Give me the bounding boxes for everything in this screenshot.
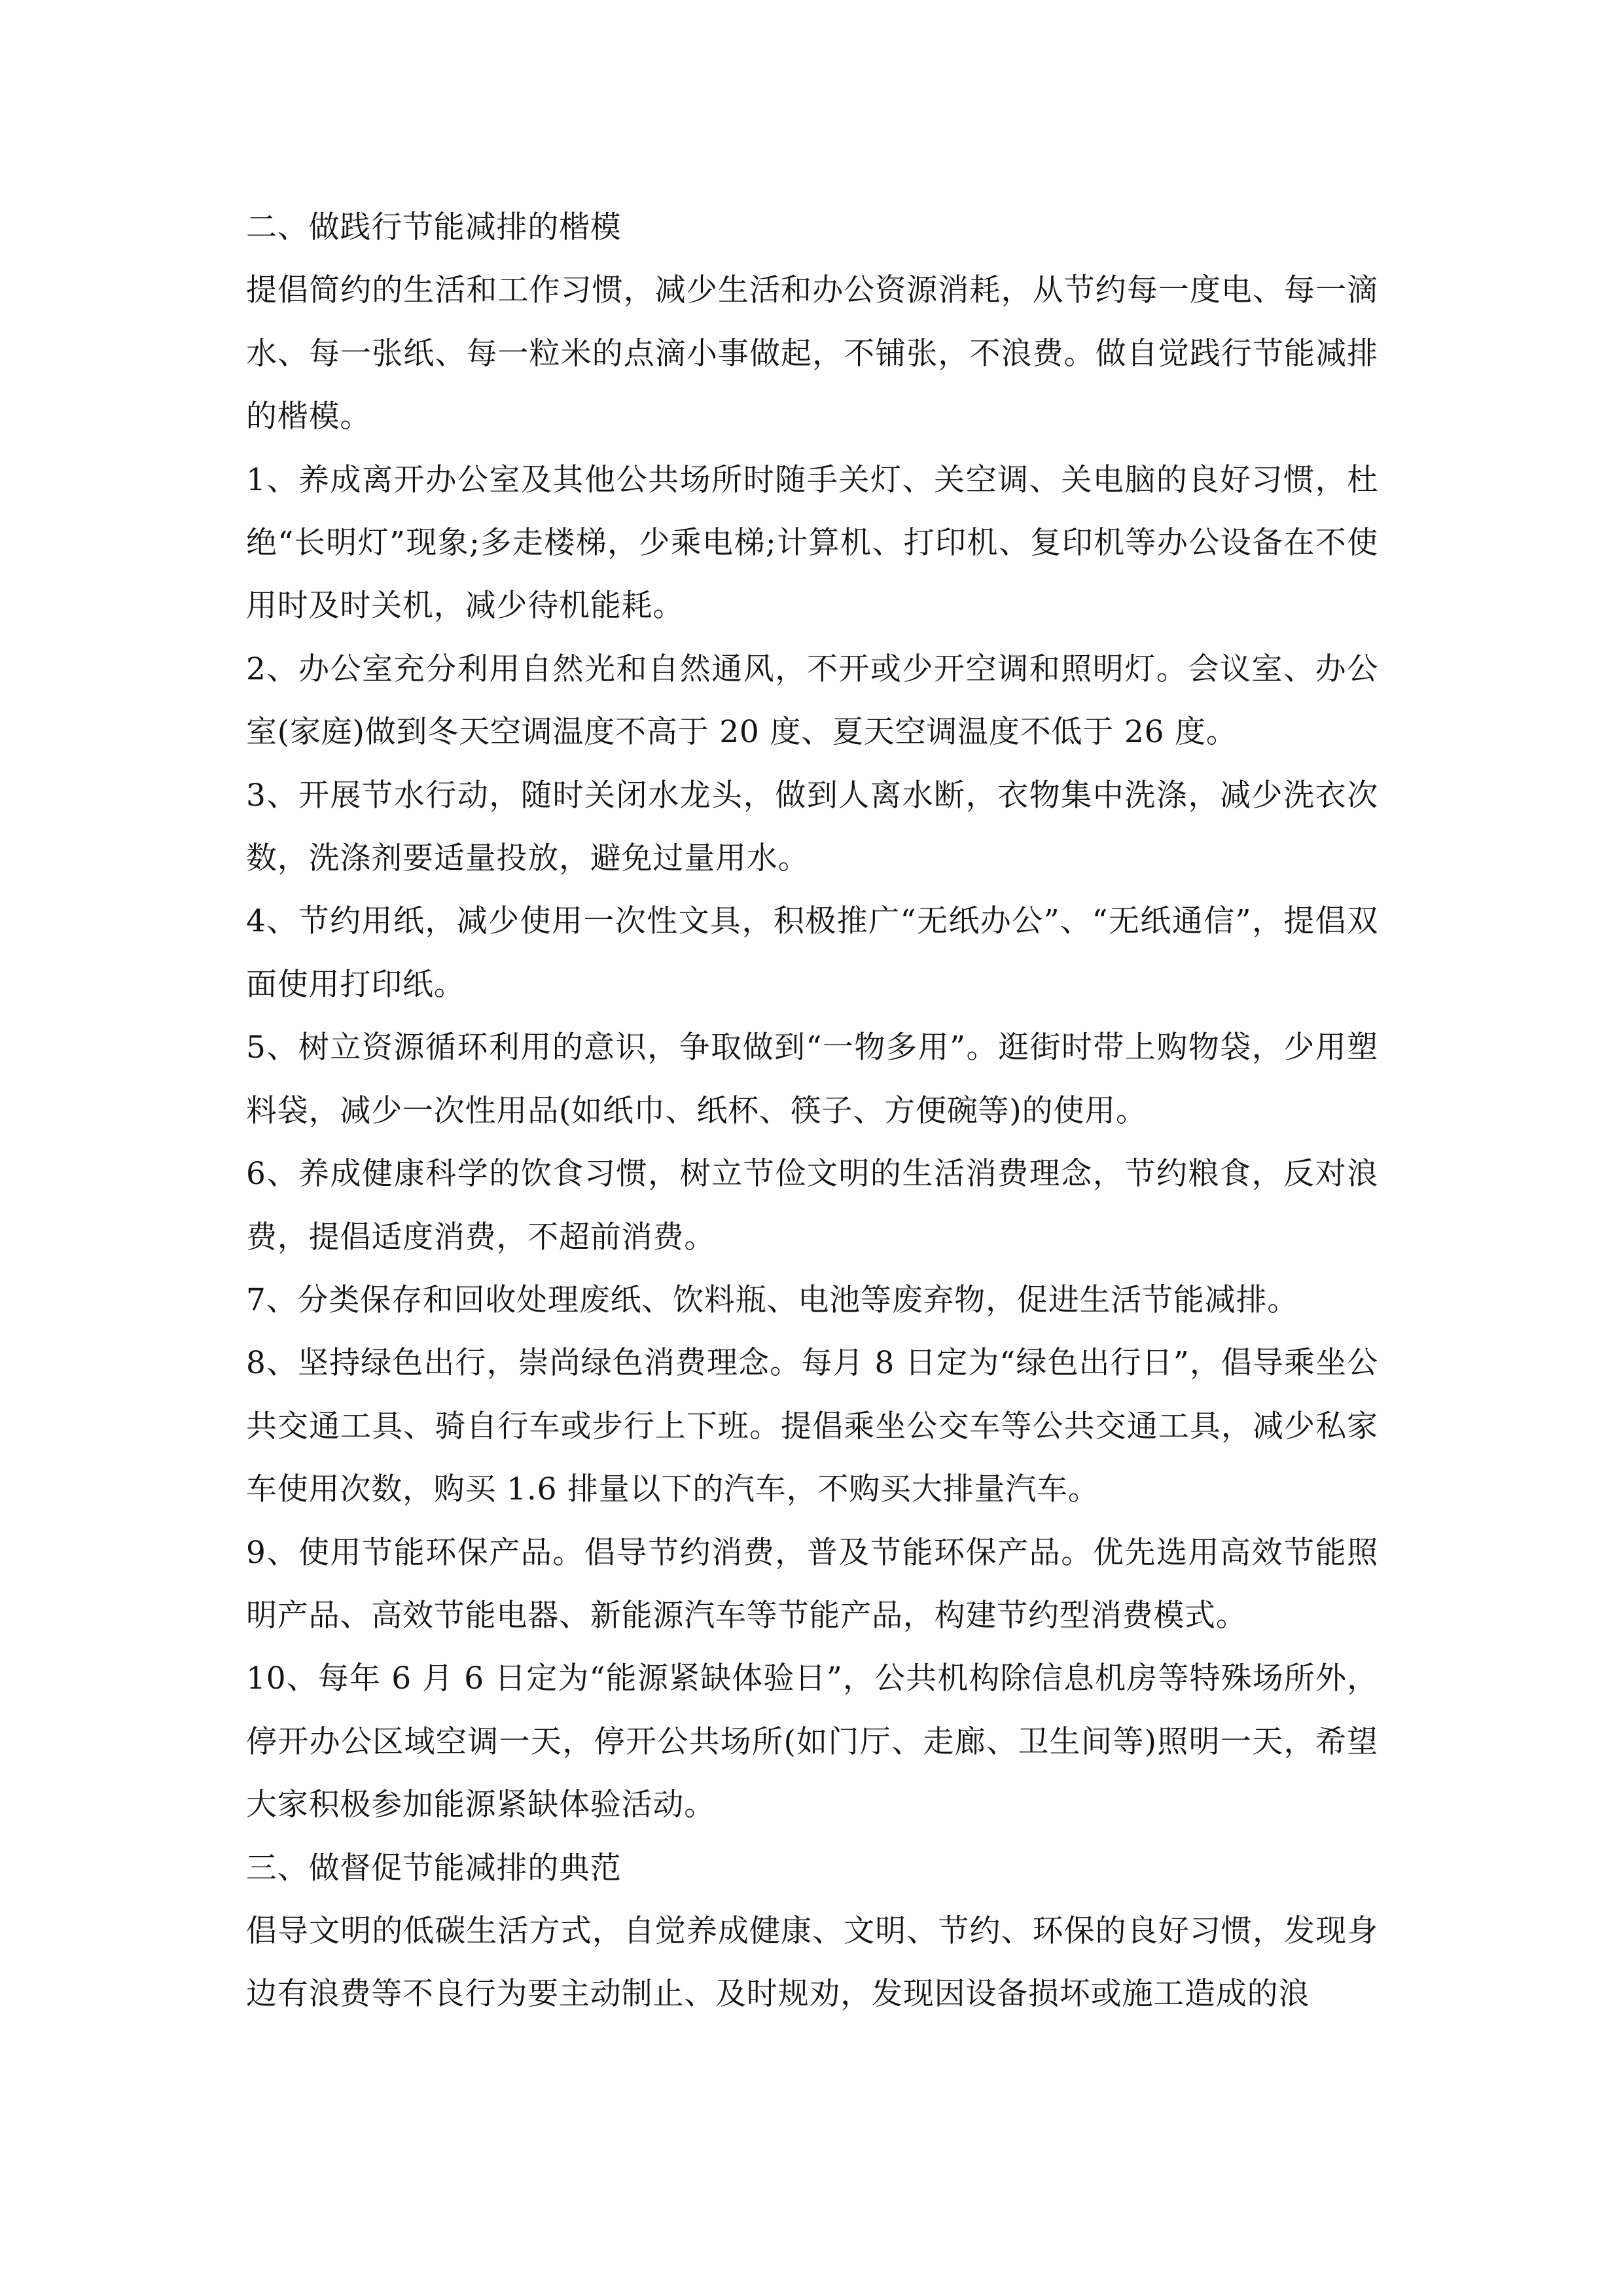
list-item: 9、使用节能环保产品。倡导节约消费，普及节能环保产品。优先选用高效节能照明产品、高效节能电器、新能源汽车等节能产品，构建节约型消费模式。 [246,1534,1378,1634]
section-heading: 二、做践行节能减排的楷模 [246,209,622,245]
section-heading: 三、做督促节能减排的典范 [246,1850,622,1886]
list-item: 5、树立资源循环利用的意识，争取做到“一物多用”。逛街时带上购物袋，少用塑料袋，减少一次性用品(如纸巾、纸杯、筷子、方便碗等)的使用。 [246,1030,1378,1129]
list-item: 4、节约用纸，减少使用一次性文具，积极推广“无纸办公”、“无纸通信”，提倡双面使用打印纸。 [246,903,1378,1003]
list-item: 3、开展节水行动，随时关闭水龙头，做到人离水断，衣物集中洗涤，减少洗衣次数，洗涤剂要适量投放，避免过量用水。 [246,777,1378,877]
list-item: 6、养成健康科学的饮食习惯，树立节俭文明的生活消费理念，节约粮食，反对浪费，提倡适度消费，不超前消费。 [246,1156,1378,1255]
list-item: 8、坚持绿色出行，崇尚绿色消费理念。每月 8 日定为“绿色出行日”，倡导乘坐公共交通工具、骑自行车或步行上下班。提倡乘坐公交车等公共交通工具，减少私家车使用次数，购买 1.6 排量以下的汽车，不购买大排量汽车。 [246,1345,1378,1508]
body-paragraph: 倡导文明的低碳生活方式，自觉养成健康、文明、节约、环保的良好习惯，发现身边有浪费等不良行为要主动制止、及时规劝，发现因设备损坏或施工造成的浪 [246,1912,1378,2013]
list-item: 7、分类保存和回收处理废纸、饮料瓶、电池等废弃物，促进生活节能减排。 [246,1282,1299,1318]
list-item: 10、每年 6 月 6 日定为“能源紧缺体验日”，公共机构除信息机房等特殊场所外，停开办公区域空调一天，停开公共场所(如门厅、走廊、卫生间等)照明一天，希望大家积极参加能源紧缺体验活动。 [246,1660,1378,1823]
list-item: 1、养成离开办公室及其他公共场所时随手关灯、关空调、关电脑的良好习惯，杜绝“长明灯”现象;多走楼梯，少乘电梯;计算机、打印机、复印机等办公设备在不使用时及时关机，减少待机能耗。 [246,461,1378,624]
document-body [246,196,1378,2026]
list-item: 2、办公室充分利用自然光和自然通风，不开或少开空调和照明灯。会议室、办公室(家庭)做到冬天空调温度不高于 20 度、夏天空调温度不低于 26 度。 [246,651,1378,751]
body-paragraph: 提倡简约的生活和工作习惯，减少生活和办公资源消耗，从节约每一度电、每一滴水、每一张纸、每一粒米的点滴小事做起，不铺张，不浪费。做自觉践行节能减排的楷模。 [246,272,1378,435]
